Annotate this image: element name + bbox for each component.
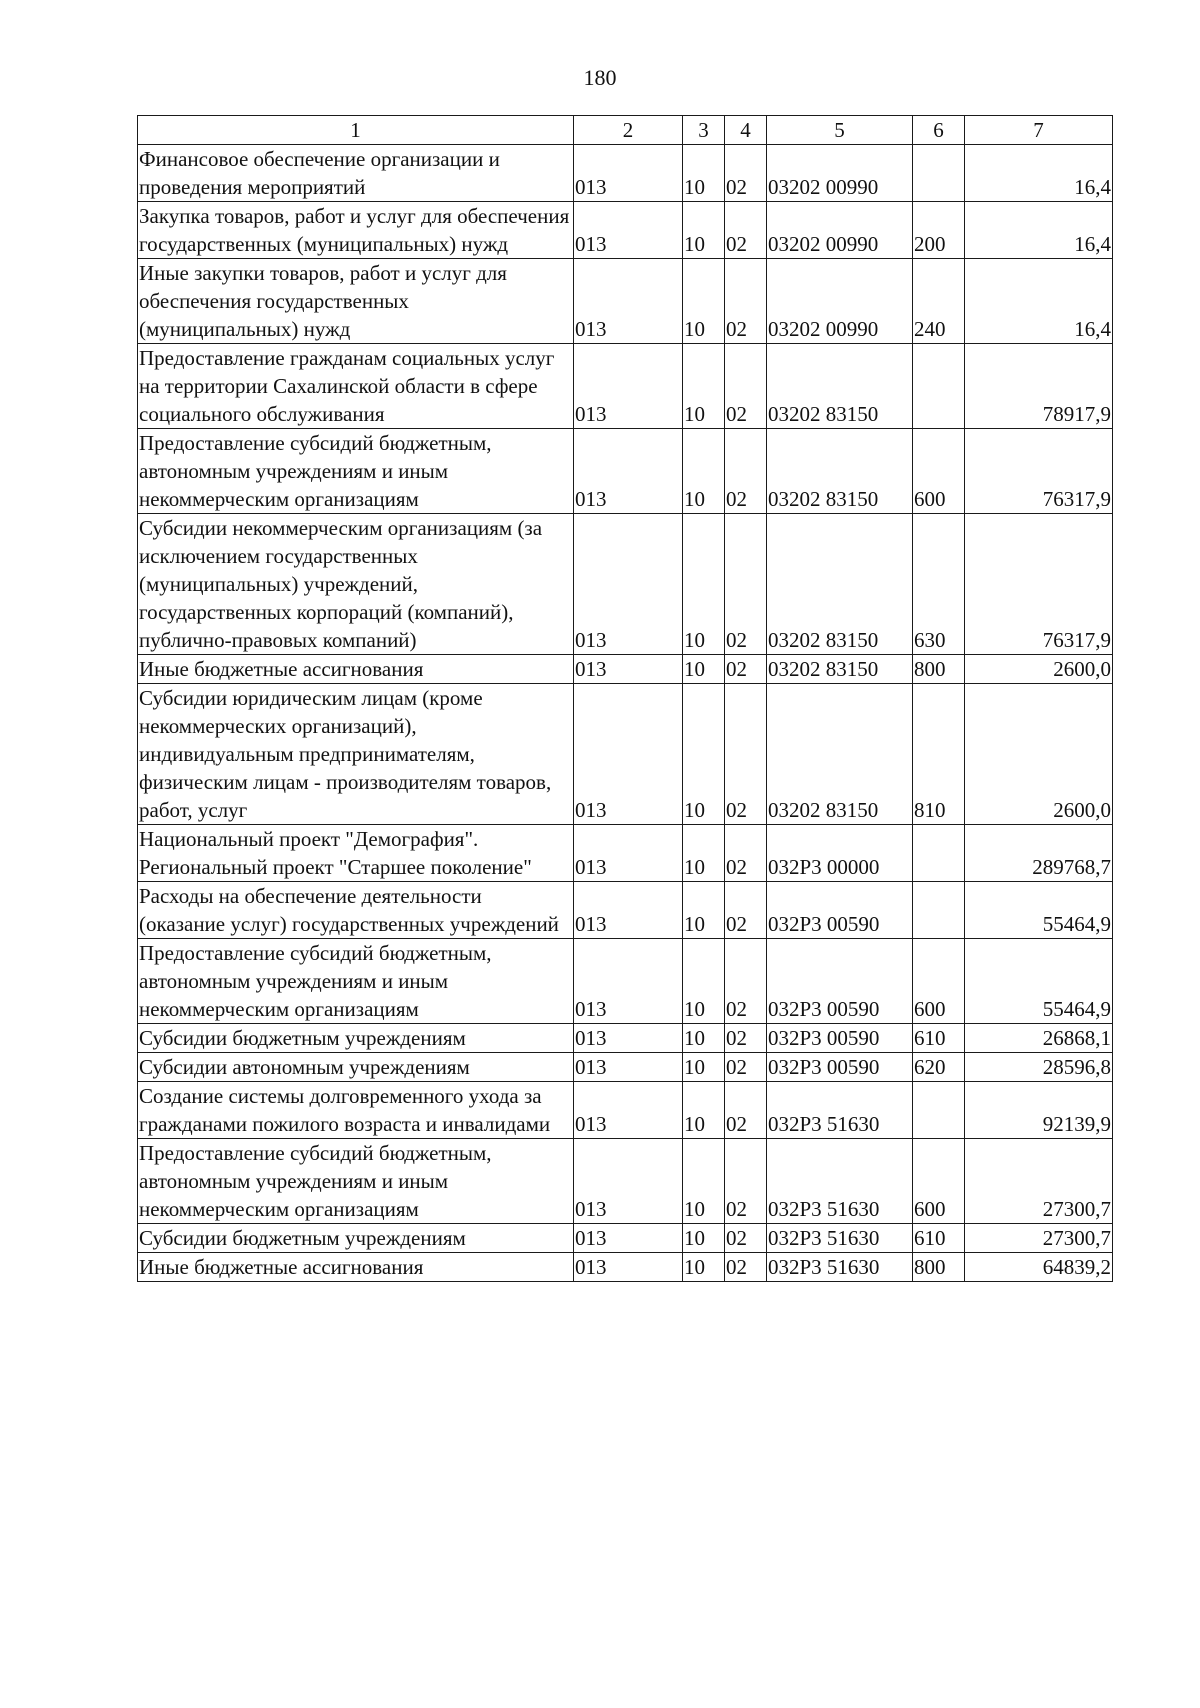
column-header-1: 1: [138, 116, 574, 145]
table-row: [138, 429, 1113, 514]
row-amount-cell: 55464,9: [965, 939, 1113, 1024]
row-amount-cell: 27300,7: [965, 1224, 1113, 1253]
table-row: [138, 259, 1113, 344]
row-type-cell: [913, 882, 965, 939]
row-ministry-cell: 013: [574, 514, 683, 655]
row-amount-cell: 64839,2: [965, 1253, 1113, 1282]
row-section-cell: 10: [683, 1224, 725, 1253]
row-subsection-cell: 02: [725, 825, 767, 882]
row-amount-cell: 16,4: [965, 202, 1113, 259]
table-row: [138, 939, 1113, 1024]
row-type-cell: [913, 1082, 965, 1139]
table-row: [138, 514, 1113, 655]
row-name-cell: Предоставление субсидий бюджетным, автономным учреждениям и иным некоммерческим организациям: [138, 1139, 574, 1224]
row-type-cell: [913, 145, 965, 202]
row-target-cell: 03202 83150: [767, 684, 913, 825]
row-ministry-cell: 013: [574, 1024, 683, 1053]
table-row: [138, 1224, 1113, 1253]
table-row: [138, 1053, 1113, 1082]
row-section-cell: 10: [683, 684, 725, 825]
row-target-cell: 032P3 00590: [767, 1024, 913, 1053]
row-type-cell: 620: [913, 1053, 965, 1082]
table-row: [138, 145, 1113, 202]
row-section-cell: 10: [683, 825, 725, 882]
row-name-cell: Субсидии юридическим лицам (кроме некоммерческих организаций), индивидуальным предпринимателям, физическим лицам - производителям товаров, работ, услуг: [138, 684, 574, 825]
row-type-cell: 600: [913, 1139, 965, 1224]
row-section-cell: 10: [683, 202, 725, 259]
row-amount-cell: 289768,7: [965, 825, 1113, 882]
row-name-cell: Предоставление субсидий бюджетным, автономным учреждениям и иным некоммерческим организациям: [138, 939, 574, 1024]
table-row: [138, 344, 1113, 429]
row-amount-cell: 55464,9: [965, 882, 1113, 939]
row-name-cell: Иные бюджетные ассигнования: [138, 655, 574, 684]
table-row: [138, 825, 1113, 882]
row-amount-cell: 2600,0: [965, 684, 1113, 825]
row-amount-cell: 27300,7: [965, 1139, 1113, 1224]
row-section-cell: 10: [683, 939, 725, 1024]
row-name-cell: Создание системы долговременного ухода за гражданами пожилого возраста и инвалидами: [138, 1082, 574, 1139]
row-amount-cell: 26868,1: [965, 1024, 1113, 1053]
row-type-cell: 200: [913, 202, 965, 259]
row-target-cell: 03202 00990: [767, 259, 913, 344]
row-ministry-cell: 013: [574, 1053, 683, 1082]
row-target-cell: 032P3 00590: [767, 882, 913, 939]
row-ministry-cell: 013: [574, 202, 683, 259]
row-name-cell: Расходы на обеспечение деятельности (оказание услуг) государственных учреждений: [138, 882, 574, 939]
row-section-cell: 10: [683, 882, 725, 939]
column-header-7: 7: [965, 116, 1113, 145]
table-row: [138, 655, 1113, 684]
row-target-cell: 032P3 00000: [767, 825, 913, 882]
row-name-cell: Национальный проект "Демография". Региональный проект "Старшее поколение": [138, 825, 574, 882]
row-type-cell: 800: [913, 1253, 965, 1282]
row-section-cell: 10: [683, 259, 725, 344]
row-subsection-cell: 02: [725, 684, 767, 825]
row-subsection-cell: 02: [725, 1253, 767, 1282]
row-target-cell: 03202 00990: [767, 145, 913, 202]
row-name-cell: Закупка товаров, работ и услуг для обеспечения государственных (муниципальных) нужд: [138, 202, 574, 259]
row-section-cell: 10: [683, 1139, 725, 1224]
row-section-cell: 10: [683, 514, 725, 655]
row-amount-cell: 28596,8: [965, 1053, 1113, 1082]
row-section-cell: 10: [683, 1053, 725, 1082]
column-header-2: 2: [574, 116, 683, 145]
row-type-cell: 600: [913, 429, 965, 514]
row-ministry-cell: 013: [574, 825, 683, 882]
row-type-cell: 610: [913, 1024, 965, 1053]
row-name-cell: Иные закупки товаров, работ и услуг для обеспечения государственных (муниципальных) нужд: [138, 259, 574, 344]
row-type-cell: [913, 825, 965, 882]
column-header-6: 6: [913, 116, 965, 145]
row-name-cell: Предоставление субсидий бюджетным, автономным учреждениям и иным некоммерческим организациям: [138, 429, 574, 514]
row-amount-cell: 76317,9: [965, 514, 1113, 655]
row-name-cell: Финансовое обеспечение организации и проведения мероприятий: [138, 145, 574, 202]
row-subsection-cell: 02: [725, 655, 767, 684]
row-subsection-cell: 02: [725, 145, 767, 202]
row-target-cell: 03202 00990: [767, 202, 913, 259]
row-ministry-cell: 013: [574, 1082, 683, 1139]
row-target-cell: 032P3 51630: [767, 1253, 913, 1282]
row-target-cell: 03202 83150: [767, 655, 913, 684]
row-ministry-cell: 013: [574, 684, 683, 825]
row-target-cell: 03202 83150: [767, 344, 913, 429]
row-subsection-cell: 02: [725, 1024, 767, 1053]
row-ministry-cell: 013: [574, 145, 683, 202]
row-subsection-cell: 02: [725, 259, 767, 344]
row-ministry-cell: 013: [574, 429, 683, 514]
row-ministry-cell: 013: [574, 344, 683, 429]
row-subsection-cell: 02: [725, 939, 767, 1024]
row-subsection-cell: 02: [725, 882, 767, 939]
row-section-cell: 10: [683, 145, 725, 202]
row-ministry-cell: 013: [574, 1224, 683, 1253]
row-target-cell: 032P3 51630: [767, 1082, 913, 1139]
table-header-row: [138, 116, 1113, 145]
row-section-cell: 10: [683, 1024, 725, 1053]
row-subsection-cell: 02: [725, 514, 767, 655]
row-ministry-cell: 013: [574, 259, 683, 344]
table-row: [138, 1024, 1113, 1053]
row-subsection-cell: 02: [725, 1224, 767, 1253]
row-type-cell: 600: [913, 939, 965, 1024]
row-section-cell: 10: [683, 655, 725, 684]
row-target-cell: 03202 83150: [767, 429, 913, 514]
table-row: [138, 882, 1113, 939]
row-amount-cell: 16,4: [965, 145, 1113, 202]
row-ministry-cell: 013: [574, 882, 683, 939]
column-header-4: 4: [725, 116, 767, 145]
table-row: [138, 1253, 1113, 1282]
row-name-cell: Субсидии бюджетным учреждениям: [138, 1024, 574, 1053]
row-section-cell: 10: [683, 1253, 725, 1282]
row-type-cell: 800: [913, 655, 965, 684]
column-header-3: 3: [683, 116, 725, 145]
row-name-cell: Иные бюджетные ассигнования: [138, 1253, 574, 1282]
row-section-cell: 10: [683, 429, 725, 514]
row-ministry-cell: 013: [574, 1139, 683, 1224]
row-name-cell: Субсидии автономным учреждениям: [138, 1053, 574, 1082]
row-section-cell: 10: [683, 1082, 725, 1139]
row-subsection-cell: 02: [725, 429, 767, 514]
row-type-cell: 630: [913, 514, 965, 655]
row-target-cell: 032P3 00590: [767, 1053, 913, 1082]
row-target-cell: 032P3 00590: [767, 939, 913, 1024]
row-target-cell: 032P3 51630: [767, 1139, 913, 1224]
budget-table: [137, 115, 1113, 1282]
row-ministry-cell: 013: [574, 939, 683, 1024]
table-row: [138, 202, 1113, 259]
row-subsection-cell: 02: [725, 1139, 767, 1224]
row-subsection-cell: 02: [725, 344, 767, 429]
table-row: [138, 1082, 1113, 1139]
table-row: [138, 1139, 1113, 1224]
row-name-cell: Субсидии некоммерческим организациям (за исключением государственных (муниципальных) учреждений, государственных корпораций (компаний), публично-правовых компаний): [138, 514, 574, 655]
row-name-cell: Субсидии бюджетным учреждениям: [138, 1224, 574, 1253]
row-amount-cell: 78917,9: [965, 344, 1113, 429]
row-amount-cell: 2600,0: [965, 655, 1113, 684]
table-body: [138, 145, 1113, 1282]
column-header-5: 5: [767, 116, 913, 145]
row-target-cell: 03202 83150: [767, 514, 913, 655]
row-type-cell: 610: [913, 1224, 965, 1253]
row-target-cell: 032P3 51630: [767, 1224, 913, 1253]
row-name-cell: Предоставление гражданам социальных услуг на территории Сахалинской области в сфере социального обслуживания: [138, 344, 574, 429]
row-subsection-cell: 02: [725, 1053, 767, 1082]
row-subsection-cell: 02: [725, 1082, 767, 1139]
row-amount-cell: 76317,9: [965, 429, 1113, 514]
row-section-cell: 10: [683, 344, 725, 429]
page-number: 180: [583, 65, 617, 90]
row-type-cell: 810: [913, 684, 965, 825]
table-row: [138, 684, 1113, 825]
row-ministry-cell: 013: [574, 655, 683, 684]
row-subsection-cell: 02: [725, 202, 767, 259]
row-ministry-cell: 013: [574, 1253, 683, 1282]
row-type-cell: 240: [913, 259, 965, 344]
row-type-cell: [913, 344, 965, 429]
row-amount-cell: 16,4: [965, 259, 1113, 344]
row-amount-cell: 92139,9: [965, 1082, 1113, 1139]
